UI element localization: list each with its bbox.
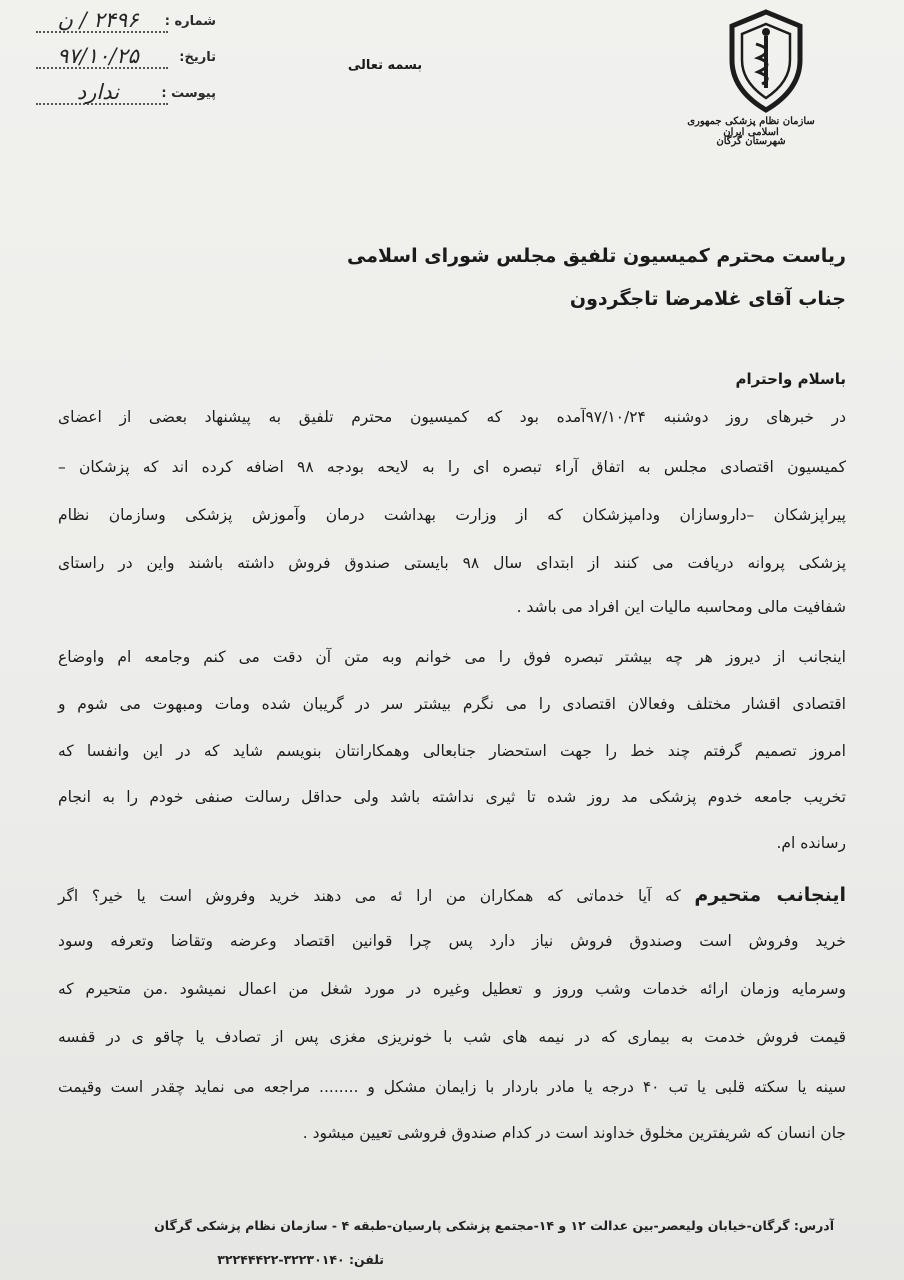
recipient-name: جناب آقای غلامرضا تاجگردون — [569, 288, 846, 310]
paragraph-line: پزشکی پروانه دریافت می کنند از ابتدای سال ۹۸ بایستی صندوق فروش داشته باشند واین در راستای — [58, 554, 847, 572]
letter-number: ۲۴۹۶ / ن — [57, 8, 139, 32]
footer-phone: تلفن: ۳۲۲۳۰۱۴۰-۳۲۲۴۴۴۲۲ — [217, 1252, 384, 1267]
recipient-title: ریاست محترم کمیسیون تلفیق مجلس شورای اسلامی — [346, 245, 846, 267]
emphasis-lead: اینجانب متحیرم — [694, 884, 846, 906]
paragraph-line: قیمت فروش خدمت به بیماری که در نیمه های شب با خونریزی مغزی پس از تصادف یا چاقو ی در قفسه — [58, 1028, 846, 1046]
paragraph-line: اقتصادی اقشار مختلف وفعالان اقتصادی را می نگرم بیشتر سر در گریبان شده ومات ومبهوت می شوم و — [58, 695, 846, 713]
paragraph-line — [58, 886, 846, 905]
dotted-line — [36, 67, 168, 69]
date-row — [30, 42, 220, 78]
basmala: بسمه تعالی — [347, 58, 423, 73]
paragraph-line: جان انسان که شریفترین مخلوق خداوند است در کدام صندوق فروشی تعیین میشود . — [302, 1124, 846, 1142]
dotted-line — [36, 103, 168, 105]
number-row — [30, 6, 220, 42]
paragraph-line: وسرمایه وزمان ارائه خدمات وشب وروز و تعطیل وغیره در مورد شغل من اعمال نمیشود .من متحیرم که — [58, 980, 846, 998]
paragraph-line: کمیسیون اقتصادی مجلس به اتفاق آراء تبصره ای را به لایحه بودجه ۹۸ اضافه کرده اند که پزشکان – — [58, 458, 846, 476]
paragraph-line: امروز تصمیم گرفتم چند خط را جهت استحضار جنابعالی وهمکارانتان بنویسم شاید که در این وانفسا که — [58, 742, 846, 760]
letter-date: ۹۷/۱۰/۲۵ — [57, 44, 139, 68]
org-logo — [676, 8, 836, 168]
letter-meta — [30, 6, 220, 114]
greeting: باسلام واحترام — [735, 370, 846, 388]
paragraph-line: پیراپزشکان –داروسازان ودامپزشکان که از وزارت بهداشت درمان وآموزش پزشکی وسازمان نظام — [58, 506, 846, 524]
paragraph-line: رسانده ام. — [776, 834, 846, 852]
date-label: تاریخ: — [179, 50, 216, 65]
medical-council-emblem-icon — [724, 8, 808, 114]
footer-address: آدرس: گرگان-خیابان ولیعصر-بین عدالت ۱۲ و ۱۴-مجتمع پزشکی پارسیان-طبقه ۴ - سازمان نظام پزشکی گرگان — [154, 1218, 834, 1233]
attachment-label: پیوست : — [161, 86, 216, 101]
number-label: شماره : — [164, 14, 216, 29]
paragraph-line: خرید وفروش است وصندوق فروش نیاز دارد پس چرا قوانین اقتصاد وعرضه وتقاضا وتعرفه وسود — [58, 932, 846, 950]
paragraph-line: در خبرهای روز دوشنبه ۹۷/۱۰/۲۴آمده بود که کمیسیون محترم تلفیق به پیشنهاد بعضی از اعضای — [58, 408, 846, 426]
attachment-value: ندارد — [76, 80, 120, 104]
paragraph-line: شفافیت مالی ومحاسبه مالیات این افراد می باشد . — [516, 598, 846, 616]
attachment-row — [30, 78, 220, 114]
org-name: سازمان نظام پزشکی جمهوری اسلامی ایران — [687, 116, 815, 138]
dotted-line — [36, 31, 168, 33]
paragraph-line: تخریب جامعه خدوم پزشکی مد روز شده تا ثیری نداشته باشد ولی حداقل رسالت صنفی خودم را به انجام — [58, 788, 846, 806]
paragraph-line-rest: که آیا خدماتی که همکاران من ارا ئه می دهند خرید وفروش است یا خیر؟ اگر — [58, 887, 695, 905]
org-branch: شهرستان گرگان — [716, 136, 786, 147]
paragraph-line: اینجانب از دیروز هر چه بیشتر تبصره فوق را می خوانم وبه متن آن دقت می کنم وجامعه ام واوضاع — [58, 648, 846, 666]
paragraph-line: سینه یا سکته قلبی یا تب ۴۰ درجه یا مادر باردار با زایمان مشکل و ........ مراجعه می نماید چقدر است وقیمت — [58, 1078, 846, 1096]
